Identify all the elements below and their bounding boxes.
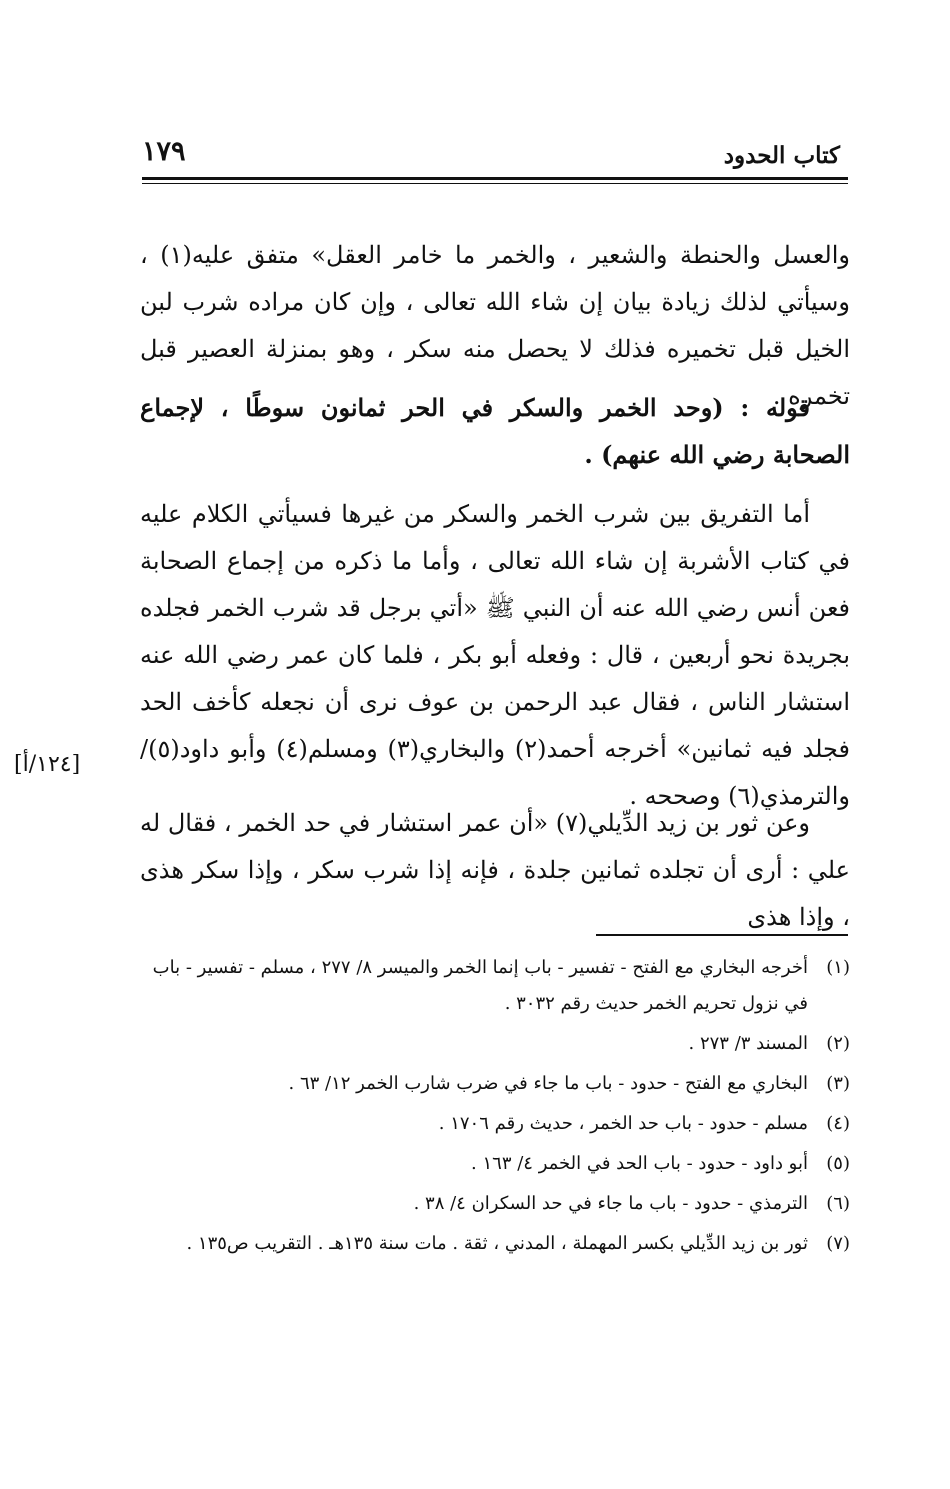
header-rule-thin <box>142 183 848 184</box>
footnote-number: (٣) <box>826 1073 850 1094</box>
paragraph-4: وعن ثور بن زيد الدِّيلي(٧) «أن عمر استشار في حد الخمر ، فقال له علي : أرى أن تجلده ثمانين جلدة ، فإنه إذا شرب سكر ، وإذا سكر هذى ، وإذا هذى <box>140 809 850 931</box>
footnote <box>140 950 850 1022</box>
footnotes <box>140 950 850 1266</box>
footnote-text: ثور بن زيد الدِّيلي بكسر المهملة ، المدني ، ثقة . مات سنة ١٣٥هـ . التقريب ص١٣٥ . <box>186 1233 808 1254</box>
footnote-number: (٥) <box>826 1153 850 1174</box>
footnote-number: (٤) <box>826 1113 850 1134</box>
footnote <box>140 1186 850 1222</box>
footnote-text: مسلم - حدود - باب حد الخمر ، حديث رقم ١٧٠٦ . <box>438 1113 808 1134</box>
footnote-text: أخرجه البخاري مع الفتح - تفسير - باب إنما الخمر والميسر ٨/ ٢٧٧ ، مسلم - تفسير - باب في نزول تحريم الخمر حديث رقم ٣٠٣٢ . <box>152 957 808 1014</box>
footnote-text: الترمذي - حدود - باب ما جاء في حد السكران ٤/ ٣٨ . <box>413 1193 808 1214</box>
footnote-number: (٧) <box>826 1233 850 1254</box>
footnote-number: (١) <box>826 957 850 978</box>
footnote <box>140 1026 850 1062</box>
footnote-text: المسند ٣/ ٢٧٣ . <box>688 1033 808 1054</box>
paragraph-1: والعسل والحنطة والشعير ، والخمر ما خامر العقل» متفق عليه(١) ، وسيأتي لذلك زيادة بيان إن شاء الله تعالى ، وإن كان مراده شرب لبن الخيل قبل تخميره فذلك لا يحصل منه سكر ، وهو بمنزلة العصير قبل تخمره . <box>140 241 850 410</box>
footnote <box>140 1106 850 1142</box>
footnote-text: أبو داود - حدود - باب الحد في الخمر ٤/ ١٦٣ . <box>471 1153 808 1174</box>
footnote-number: (٦) <box>826 1193 850 1214</box>
footnote <box>140 1066 850 1102</box>
running-header-title: كتاب الحدود <box>723 142 840 169</box>
page-number: ١٧٩ <box>142 136 186 167</box>
footnote <box>140 1226 850 1262</box>
header-rule-thick <box>142 177 848 180</box>
footnote-separator <box>596 934 848 936</box>
paragraph-3: أما التفريق بين شرب الخمر والسكر من غيرها فسيأتي الكلام عليه في كتاب الأشربة إن شاء الله تعالى ، وأما ما ذكره من إجماع الصحابة فعن أنس رضي الله عنه أن النبي ﷺ «أتي برجل قد شرب الخمر فجلده بجريدة نحو أربعين ، قال : وفعله أبو بكر ، فلما كان عمر رضي الله عنه استشار الناس ، فقال عبد الرحمن بن عوف نرى أن نجعله كأخف الحد فجلد فيه ثمانين» أخرجه أحمد(٢) والبخاري(٣) ومسلم(٤) وأبو داود(٥)/ والترمذي(٦) وصححه . <box>140 500 851 810</box>
footnote-number: (٢) <box>826 1033 850 1054</box>
paragraph-2-quote: قوله : (وحد الخمر والسكر في الحر ثمانون سوطًا ، لإجماع الصحابة رضي الله عنهم) . <box>140 393 850 469</box>
footnote <box>140 1146 850 1182</box>
manuscript-folio-ref: [١٢٤/أ] <box>14 752 81 777</box>
footnote-text: البخاري مع الفتح - حدود - باب ما جاء في ضرب شارب الخمر ١٢/ ٦٣ . <box>288 1073 808 1094</box>
